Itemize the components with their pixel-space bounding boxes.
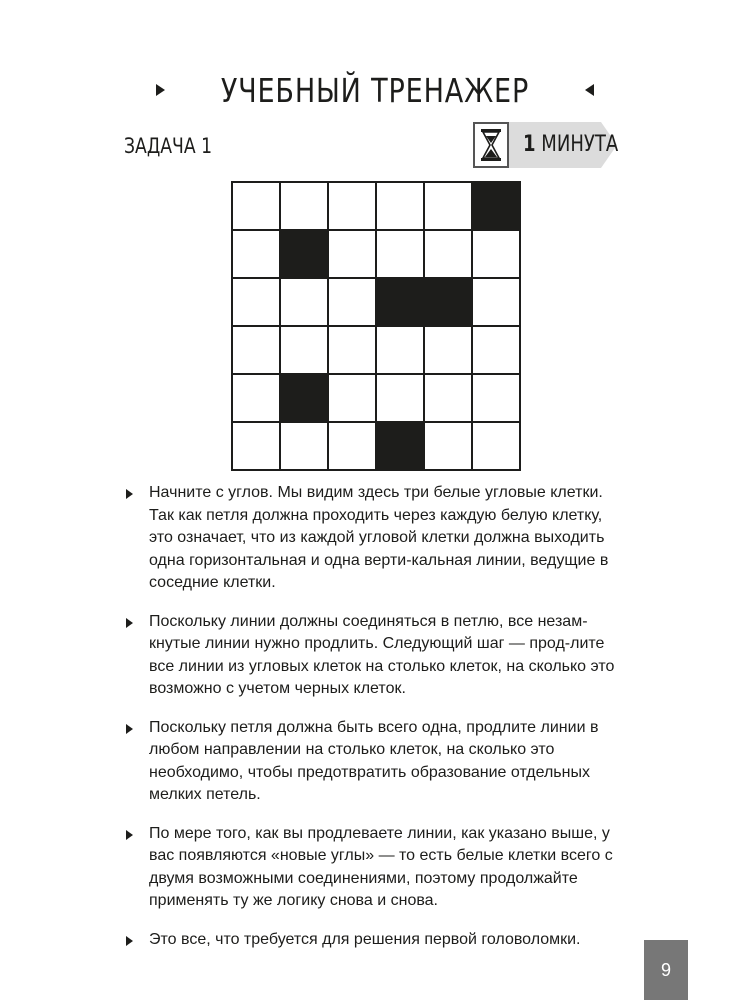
timer-unit: МИНУТА [541,132,619,157]
time-limit-badge [473,122,618,168]
instruction-item [124,929,624,952]
white-cell [473,327,519,373]
bullet-arrow-icon [126,724,133,734]
white-cell [329,279,375,325]
white-cell [473,279,519,325]
timer-label [509,122,617,168]
black-cell [281,375,327,421]
white-cell [233,279,279,325]
puzzle-grid [231,181,521,471]
instruction-text: Это все, что требуется для решения первой головоломки. [149,930,581,948]
white-cell [425,375,471,421]
black-cell [425,279,471,325]
hourglass-icon [473,122,509,168]
page-number: 9 [644,940,688,1000]
white-cell [473,375,519,421]
white-cell [329,231,375,277]
page-header [0,60,750,120]
white-cell [233,423,279,469]
white-cell [425,231,471,277]
white-cell [377,375,423,421]
white-cell [473,423,519,469]
white-cell [281,279,327,325]
black-cell [377,423,423,469]
white-cell [425,327,471,373]
white-cell [281,327,327,373]
black-cell [281,231,327,277]
white-cell [281,183,327,229]
instruction-item [124,482,624,595]
white-cell [329,423,375,469]
white-cell [233,183,279,229]
white-cell [281,423,327,469]
white-cell [329,375,375,421]
white-cell [233,375,279,421]
white-cell [425,183,471,229]
bullet-arrow-icon [126,830,133,840]
instruction-text: Поскольку петля должна быть всего одна, продлите линии в любом направлении на столько клеток, на сколько это необходимо, чтобы предотвратить образование отдельных мелких петель. [149,718,599,803]
instruction-item [124,611,624,701]
white-cell [329,183,375,229]
white-cell [425,423,471,469]
instruction-text: Поскольку линии должны соединяться в петлю, все незам-кнутые линии нужно продлить. Следующий шаг — прод-лите все линии из угловых клеток на столько клеток, на сколько это возможно с учетом черных клеток. [149,612,615,697]
bullet-arrow-icon [126,489,133,499]
instruction-item [124,717,624,807]
black-cell [377,279,423,325]
white-cell [377,327,423,373]
black-cell [473,183,519,229]
white-cell [473,231,519,277]
white-cell [329,327,375,373]
instruction-text: По мере того, как вы продлеваете линии, как указано выше, у вас появляются «новые углы» — то есть белые клетки всего с двумя возможными соединениями, поэтому продолжайте применять ту же логику снова и снова. [149,824,613,909]
bullet-arrow-icon [126,618,133,628]
white-cell [377,231,423,277]
right-triangle-icon [156,84,165,96]
bullet-arrow-icon [126,936,133,946]
page-title: УЧЕБНЫЙ ТРЕНАЖЕР [220,70,530,110]
instructions-list [124,482,624,967]
timer-number: 1 [523,132,536,157]
white-cell [377,183,423,229]
left-triangle-icon [585,84,594,96]
task-label: ЗАДАЧА 1 [124,134,213,158]
instruction-text: Начните с углов. Мы видим здесь три белые угловые клетки. Так как петля должна проходить через каждую белую клетку, это означает, что из каждой угловой клетки должна выходить одна горизонтальная и одна верти-кальная линии, ведущие в соседние клетки. [149,484,609,591]
white-cell [233,327,279,373]
instruction-item [124,823,624,913]
white-cell [233,231,279,277]
